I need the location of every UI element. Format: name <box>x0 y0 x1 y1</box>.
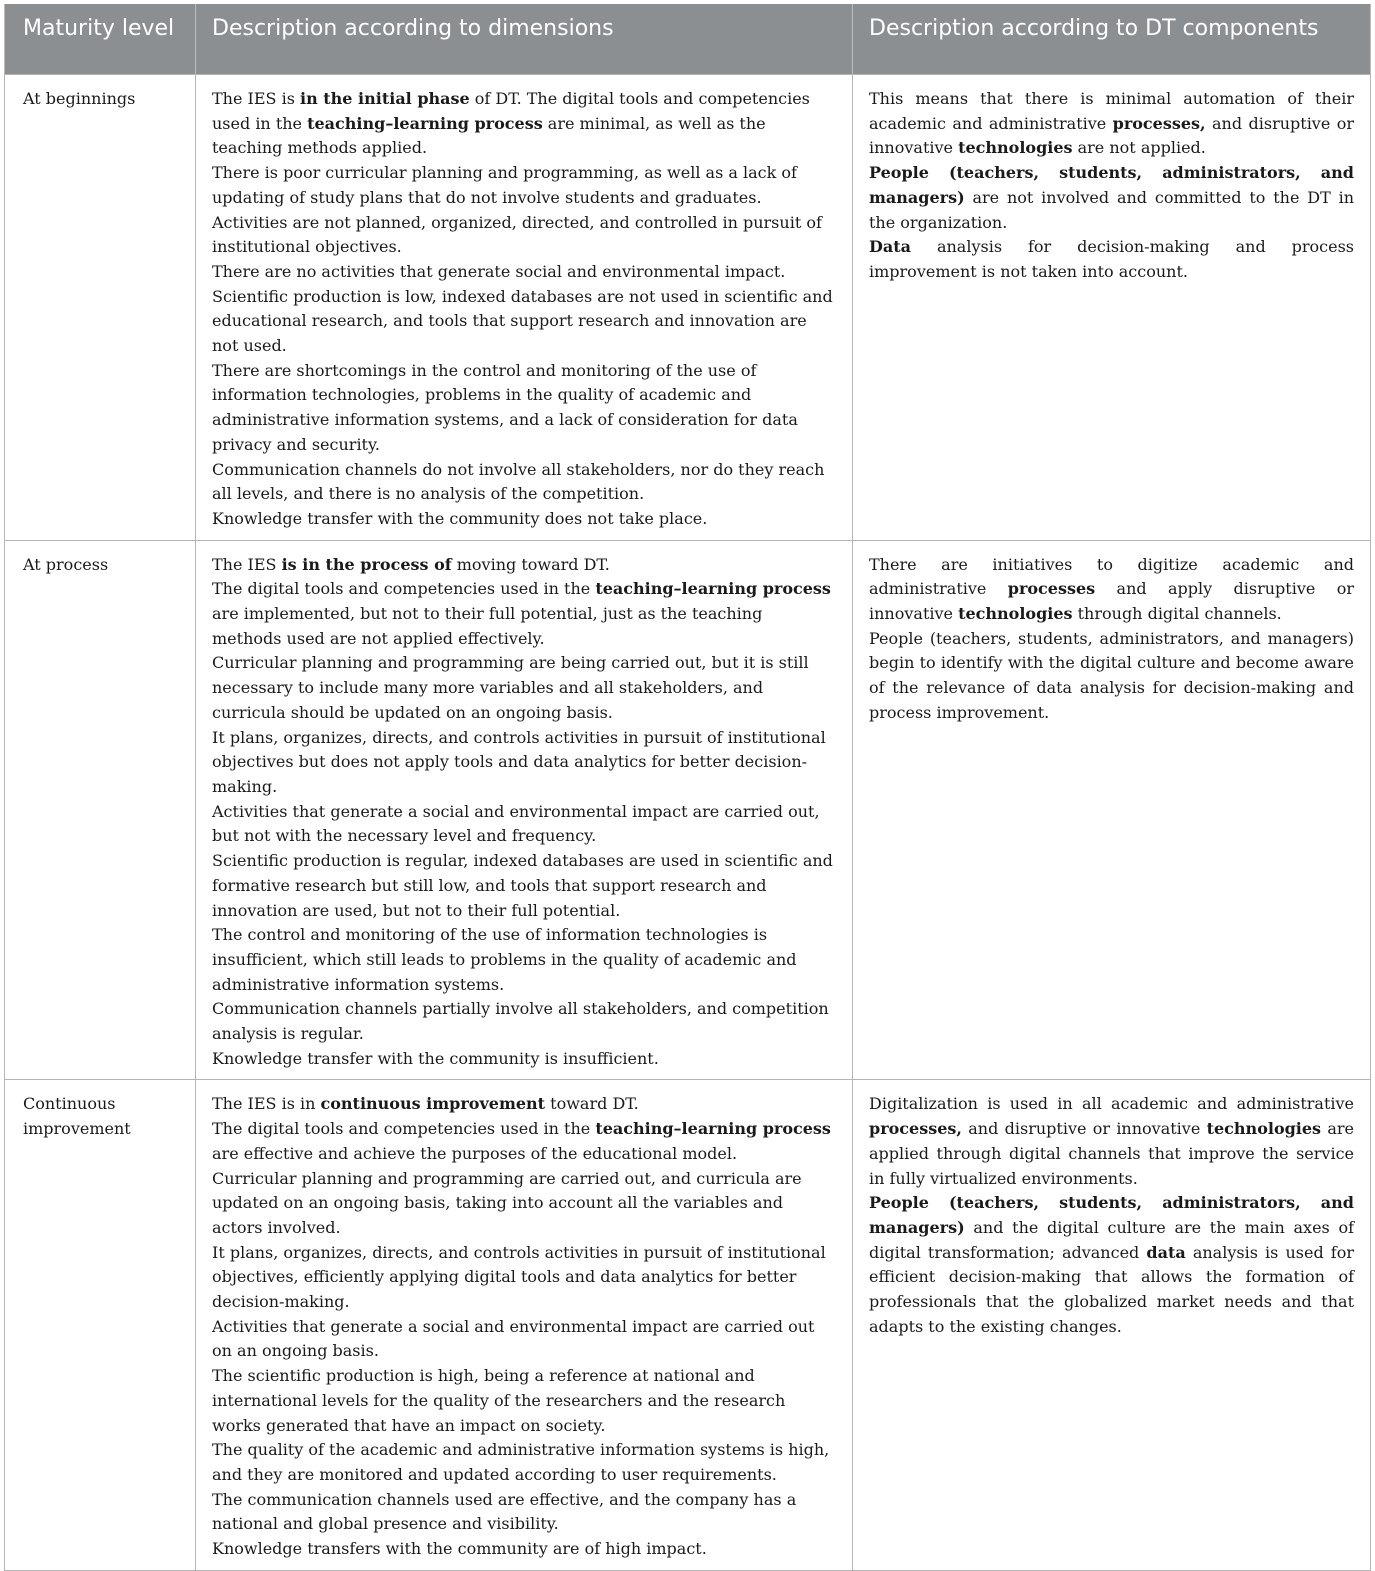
cell-paragraph <box>212 87 836 161</box>
dimensions-cell <box>196 75 853 541</box>
text-run: The IES is <box>212 89 300 108</box>
bold-text: People (teachers, students, administrators, and managers) <box>869 1193 1354 1237</box>
text-run: and apply disruptive or innovative <box>869 579 1354 624</box>
cell-paragraph <box>212 553 836 578</box>
components-cell <box>853 540 1371 1080</box>
components-cell <box>853 1080 1371 1570</box>
text-run: The control and monitoring of the use of information technologies is insufficient, which still leads to problems in the quality of academic and administrative information systems. <box>212 925 797 994</box>
cell-paragraph <box>869 161 1354 235</box>
bold-text: technologies <box>958 604 1073 624</box>
cell-paragraph <box>212 726 836 800</box>
dimensions-cell <box>196 540 853 1080</box>
bold-text: continuous improvement <box>320 1094 546 1114</box>
text-run: moving toward DT. <box>451 554 610 574</box>
bold-text: processes, <box>869 1119 962 1139</box>
header-dt-components: Description according to DT components <box>853 4 1371 75</box>
table-row <box>5 1080 1371 1570</box>
text-run: toward DT. <box>545 1094 639 1114</box>
header-row <box>5 4 1371 75</box>
header-dimensions: Description according to dimensions <box>196 4 853 75</box>
table-row <box>5 540 1371 1080</box>
cell-paragraph <box>212 211 836 260</box>
cell-paragraph <box>212 651 836 725</box>
text-run: of DT. The digital tools and competencies used in the <box>212 89 810 133</box>
cell-paragraph <box>212 1047 836 1072</box>
text-run: Communication channels partially involve all stakeholders, and competition analysis is regular. <box>212 999 829 1044</box>
maturity-table <box>4 4 1371 1571</box>
text-run: This means that there is minimal automation of their academic and administrative <box>869 89 1354 133</box>
cell-paragraph <box>212 1537 836 1562</box>
text-run: Digitalization is used in all academic and administrative <box>869 1094 1354 1114</box>
text-run: Curricular planning and programming are carried out, and curricula are updated on an ongoing basis, taking into account all the variables and actors involved. <box>212 1168 802 1237</box>
level-cell: At process <box>5 540 196 1080</box>
cell-paragraph <box>212 997 836 1046</box>
text-run: Curricular planning and programming are being carried out, but it is still necessary to include many more variables and all stakeholders, and curricula should be updated on an ongoing basis. <box>212 653 809 722</box>
bold-text: teaching–learning process <box>307 113 543 133</box>
cell-paragraph <box>212 800 836 849</box>
bold-text: technologies <box>1206 1119 1322 1139</box>
text-run: The communication channels used are effective, and the company has a national and global presence and visibility. <box>212 1489 797 1534</box>
text-run: The IES <box>212 554 282 574</box>
text-run: Knowledge transfer with the community is insufficient. <box>212 1048 659 1068</box>
text-run: The quality of the academic and administrative information systems is high, and they are monitored and updated according to user requirements. <box>212 1440 830 1484</box>
cell-paragraph <box>212 1117 836 1166</box>
text-run: Knowledge transfers with the community are of high impact. <box>212 1539 707 1559</box>
cell-paragraph <box>212 849 836 923</box>
text-run: It plans, organizes, directs, and controls activities in pursuit of institutional objectives, efficiently applying digital tools and data analytics for better decision-making. <box>212 1242 826 1312</box>
text-run: Communication channels do not involve all stakeholders, nor do they reach all levels, and there is no analysis of the competition. <box>212 459 825 504</box>
components-cell <box>853 75 1371 541</box>
dimensions-cell <box>196 1080 853 1570</box>
bold-text: processes, <box>1112 113 1206 133</box>
bold-text: in the initial phase <box>300 89 470 108</box>
text-run: analysis for decision-making and process improvement is not taken into account. <box>869 237 1354 281</box>
text-run: It plans, organizes, directs, and controls activities in pursuit of institutional objectives but does not apply tools and data analytics for better decision-making. <box>212 727 826 796</box>
bold-text: teaching–learning process <box>595 1119 831 1139</box>
text-run: through digital channels. <box>1072 604 1282 624</box>
text-run: The scientific production is high, being a reference at national and international levels for the quality of the researchers and the research works generated that have an impact on society. <box>212 1366 786 1435</box>
cell-paragraph <box>212 1092 836 1117</box>
text-run: Activities are not planned, organized, directed, and controlled in pursuit of institutional objectives. <box>212 212 822 257</box>
text-run: There are shortcomings in the control and monitoring of the use of information technologies, problems in the quality of academic and administrative information systems, and a lack of consideration for data privacy and security. <box>212 360 798 454</box>
bold-text: teaching–learning process <box>595 579 831 599</box>
cell-paragraph <box>212 1438 836 1487</box>
cell-paragraph <box>212 577 836 651</box>
text-run: Activities that generate a social and environmental impact are carried out on an ongoing basis. <box>212 1316 815 1361</box>
text-run: are effective and achieve the purposes of the educational model. <box>212 1143 738 1163</box>
cell-paragraph <box>212 1167 836 1241</box>
text-run: are implemented, but not to their full potential, just as the teaching methods used are not applied effectively. <box>212 604 763 648</box>
text-run: There are initiatives to digitize academic and administrative <box>869 554 1354 599</box>
cell-paragraph <box>212 458 836 507</box>
text-run: analysis is used for efficient decision-making that allows the formation of professionals that the globalized market needs and that adapts to the existing changes. <box>869 1242 1354 1336</box>
text-run: are minimal, as well as the teaching methods applied. <box>212 113 766 158</box>
level-cell: Continuous improvement <box>5 1080 196 1570</box>
cell-paragraph <box>212 1315 836 1364</box>
cell-paragraph <box>869 553 1354 627</box>
cell-paragraph <box>869 627 1354 726</box>
text-run: are applied through digital channels that improve the service in fully virtualized environments. <box>869 1119 1355 1188</box>
text-run: There are no activities that generate social and environmental impact. <box>212 261 786 281</box>
level-cell: At beginnings <box>5 75 196 541</box>
cell-paragraph <box>212 1488 836 1537</box>
header-maturity-level: Maturity level <box>5 4 196 75</box>
text-run: There is poor curricular planning and programming, as well as a lack of updating of study plans that do not involve students and graduates. <box>212 163 797 207</box>
cell-paragraph <box>869 87 1354 161</box>
cell-paragraph <box>869 235 1354 284</box>
cell-paragraph <box>212 285 836 359</box>
cell-paragraph <box>212 923 836 997</box>
text-run: are not applied. <box>1072 138 1206 158</box>
text-run: Scientific production is low, indexed databases are not used in scientific and educational research, and tools that support research and innovation are not used. <box>212 286 833 356</box>
text-run: and disruptive or innovative <box>961 1119 1207 1139</box>
cell-paragraph <box>212 1364 836 1438</box>
bold-text: People (teachers, students, administrators, and managers) <box>869 163 1354 207</box>
cell-paragraph <box>212 260 836 285</box>
cell-paragraph <box>212 161 836 210</box>
cell-paragraph <box>212 1241 836 1315</box>
bold-text: technologies <box>958 138 1073 158</box>
text-run: and the digital culture are the main axes of digital transformation; advanced <box>869 1217 1354 1262</box>
text-run: People (teachers, students, administrators, and managers) begin to identify with the digital culture and become aware of the relevance of data analysis for decision-making and process improvement. <box>869 628 1354 722</box>
cell-paragraph <box>869 1191 1354 1339</box>
text-run: The digital tools and competencies used in the <box>212 579 596 599</box>
table-row <box>5 75 1371 541</box>
text-run: The digital tools and competencies used in the <box>212 1119 596 1139</box>
text-run: are not involved and committed to the DT in the organization. <box>869 187 1354 232</box>
text-run: The IES is in <box>212 1094 321 1114</box>
cell-paragraph <box>212 359 836 458</box>
text-run: Scientific production is regular, indexed databases are used in scientific and formative research but still low, and tools that support research and innovation are used, but not to their full potential. <box>212 851 833 920</box>
cell-paragraph <box>212 507 836 532</box>
text-run: Knowledge transfer with the community does not take place. <box>212 508 708 528</box>
bold-text: data <box>1146 1242 1186 1262</box>
bold-text: processes <box>1007 579 1096 599</box>
text-run: Activities that generate a social and environmental impact are carried out, but not with the necessary level and frequency. <box>212 801 820 846</box>
bold-text: is in the process of <box>281 554 452 574</box>
bold-text: Data <box>869 237 911 257</box>
cell-paragraph <box>869 1092 1354 1191</box>
text-run: and disruptive or innovative <box>869 113 1354 158</box>
